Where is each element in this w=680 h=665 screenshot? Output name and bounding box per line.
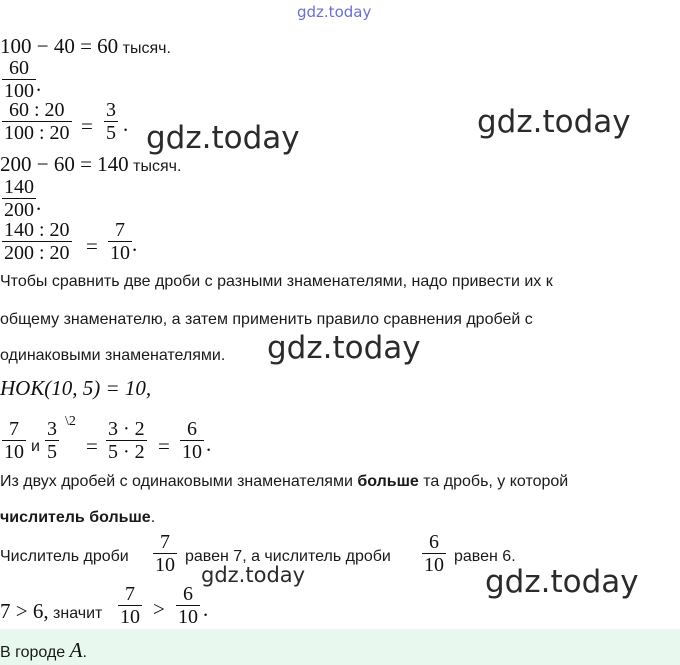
numerator: 3 · 2	[108, 418, 145, 440]
numerator: 7	[9, 418, 19, 440]
period: .	[123, 112, 129, 136]
paragraph-2-line-1	[0, 473, 568, 491]
watermark: gdz.today	[146, 120, 300, 156]
period: .	[150, 509, 156, 526]
equation-text: 200 − 60 = 140	[0, 152, 129, 176]
answer-box	[0, 629, 680, 665]
period: .	[82, 644, 87, 661]
inequality-text: 7 > 6,	[0, 599, 49, 623]
numerator: 140 : 20	[4, 219, 70, 241]
numerator: 6	[183, 583, 193, 605]
numerator: 7	[125, 583, 135, 605]
fraction-reduce-1	[2, 99, 72, 140]
fraction-7-10	[153, 531, 177, 572]
numerator: 60	[9, 57, 29, 79]
denominator: 5	[106, 122, 116, 140]
period: .	[206, 432, 212, 456]
period: .	[203, 597, 209, 621]
fraction-140-200	[2, 176, 36, 217]
equals-sign: =	[158, 434, 170, 458]
equals-sign: =	[81, 114, 93, 138]
watermark: gdz.today	[485, 564, 639, 600]
denominator: 10	[155, 554, 175, 572]
numerator: 140	[4, 176, 34, 198]
emphasis-text: числитель больше	[0, 509, 151, 526]
equals-sign: =	[86, 234, 98, 258]
denominator: 10	[182, 441, 202, 459]
fraction-3-5	[45, 418, 59, 459]
watermark: gdz.today	[477, 104, 631, 140]
fraction-6-10	[180, 418, 204, 459]
watermark-top: gdz.today	[297, 3, 372, 21]
denominator: 10	[4, 441, 24, 459]
numerator: 7	[115, 219, 125, 241]
denominator: 5	[47, 441, 57, 459]
numerator: 3	[47, 418, 57, 440]
equals-sign: =	[86, 434, 98, 458]
numerator-text-post: равен 6.	[454, 548, 516, 565]
period: .	[132, 232, 138, 256]
fraction-6-10	[176, 583, 200, 624]
numerator: 7	[160, 531, 170, 553]
conclusion-pre	[0, 599, 102, 624]
denominator: 10	[120, 606, 140, 624]
unit-text: тысяч.	[133, 158, 182, 175]
paragraph-1-line-1: Чтобы сравнить две дроби с разными знаменателями, надо привести их к	[0, 273, 553, 290]
fraction-3-5	[104, 99, 118, 140]
fraction-7-10	[108, 219, 132, 260]
rule-text: Из двух дробей с одинаковыми знаменателями	[0, 473, 358, 490]
watermark: gdz.today	[201, 563, 306, 587]
paragraph-1-line-2: общему знаменателю, а затем применить правило сравнения дробей с	[0, 311, 533, 328]
denominator: 100	[4, 80, 34, 98]
denominator: 10	[110, 242, 130, 260]
denominator: 100 : 20	[4, 122, 70, 140]
equation-text: 100 − 40 = 60	[0, 34, 119, 58]
numerator: 6	[429, 531, 439, 553]
fraction-7-10	[2, 418, 26, 459]
paragraph-1-line-3: одинаковыми знаменателями.	[0, 347, 226, 364]
numerator-text-pre: Числитель дроби	[0, 548, 129, 565]
period: .	[36, 72, 42, 96]
greater-than-sign: >	[153, 597, 165, 621]
fraction-reduce-2	[2, 219, 72, 260]
answer-city: A	[69, 638, 83, 662]
fraction-6-10	[422, 531, 446, 572]
emphasis-text: больше	[357, 473, 419, 490]
conclusion-word: значит	[53, 605, 103, 622]
denominator: 10	[178, 606, 198, 624]
answer-label: В городе	[0, 644, 66, 661]
fraction-7-10	[118, 583, 142, 624]
denominator: 200 : 20	[4, 242, 70, 260]
conjunction-and: и	[31, 438, 40, 455]
rule-text: та дробь, у которой	[418, 473, 569, 490]
numerator-text-mid: равен 7, а числитель дроби	[185, 548, 391, 565]
paragraph-2-line-2	[0, 509, 155, 527]
period: .	[36, 191, 42, 215]
unit-text: тысяч.	[122, 40, 171, 57]
fraction-60-100	[2, 57, 36, 98]
multiplier-superscript: \2	[65, 414, 76, 429]
nok-equation: НОК(10, 5) = 10,	[0, 376, 152, 400]
fraction-3x2-5x2	[106, 418, 147, 459]
numerator: 3	[106, 99, 116, 121]
answer-text	[0, 638, 87, 663]
denominator: 10	[424, 554, 444, 572]
equation-line-1	[0, 34, 171, 59]
denominator: 5 · 2	[108, 441, 145, 459]
numerator: 60 : 20	[9, 99, 65, 121]
denominator: 200	[4, 199, 34, 217]
watermark: gdz.today	[267, 330, 421, 366]
numerator: 6	[187, 418, 197, 440]
